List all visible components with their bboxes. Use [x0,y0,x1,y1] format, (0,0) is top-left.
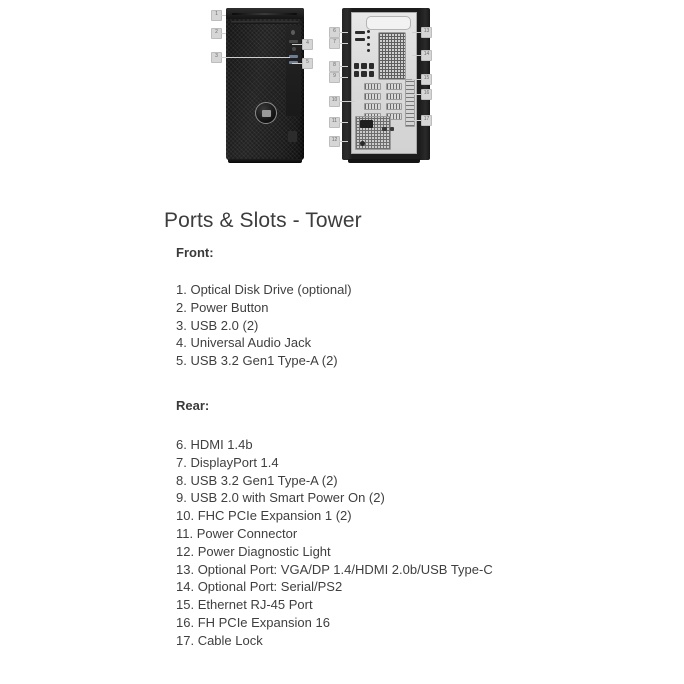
callout-leader-line-5 [292,63,302,64]
rear-fan-grille [378,32,406,80]
port-list-item [176,334,684,352]
port-list-item-number: 4. [176,335,191,351]
port-list-item-number: 2. [176,299,191,315]
callout-marker-17: 17 [421,115,432,126]
port-list-item-number: 14. [176,579,198,595]
callout-marker-2: 2 [211,28,222,39]
port-list-item-label: USB 3.2 Gen1 Type-A (2) [190,353,338,369]
optical-disk-drive-slot [231,21,299,24]
usb-2-port-icon [289,40,298,43]
power-connector-icon [360,120,373,128]
port-list-item [176,543,684,561]
callout-marker-16: 16 [421,89,432,100]
port-list-item-number: 7. [176,454,191,470]
port-list-item-number: 6. [176,436,191,452]
port-list-item [176,596,684,614]
port-list-item [176,507,684,525]
port-list-item-number: 16. [176,614,198,630]
front-badge [288,131,297,142]
usb-port-icon [361,71,366,77]
ethernet-port-icon [369,71,374,77]
port-list-item [176,352,684,370]
pcie-slot-cover [386,83,403,90]
port-list-item-label: USB 3.2 Gen1 Type-A (2) [190,472,338,488]
rear-connector-dot-icon [367,43,370,46]
port-list-item-label: HDMI 1.4b [190,436,253,452]
callout-leader-line-6 [339,32,348,33]
port-list-item-label: USB 2.0 (2) [190,317,259,333]
port-list-item-label: Optional Port: Serial/PS2 [197,579,343,595]
callout-leader-line-17 [412,120,421,121]
callout-leader-line-3 [221,57,290,58]
port-list-item-label: FH PCIe Expansion 16 [197,614,330,630]
callout-marker-9: 9 [329,72,340,83]
port-list-item-label: Optional Port: VGA/DP 1.4/HDMI 2.0b/USB Type-C [197,561,493,577]
port-list-item-number: 5. [176,353,191,369]
callout-leader-line-7 [339,43,348,44]
port-list-item-label: Universal Audio Jack [190,335,312,351]
page-title: Ports & Slots - Tower [164,209,362,232]
callout-marker-15: 15 [421,74,432,85]
usb-port-icon [361,63,366,69]
rear-screw-marks [382,127,394,131]
callout-marker-13: 13 [421,27,432,38]
port-list-item-number: 10. [176,508,198,524]
port-list-item-label: DisplayPort 1.4 [190,454,279,470]
callout-marker-3: 3 [211,52,222,63]
callout-leader-line-1 [221,15,226,16]
callout-marker-7: 7 [329,38,340,49]
callout-marker-1: 1 [211,10,222,21]
rear-handle [366,16,411,30]
port-list-item [176,472,684,490]
rear-connector-dot-icon [367,30,370,33]
pcie-slot-cover [364,103,381,110]
callout-leader-line-8 [339,66,348,67]
port-list-item [176,561,684,579]
tower-rear-view-image [342,8,430,160]
port-list-item-label: Ethernet RJ-45 Port [197,597,313,613]
port-list-item [176,281,684,299]
dell-logo [255,102,277,124]
callout-marker-11: 11 [329,117,340,128]
port-list-item-label: Power Diagnostic Light [197,543,331,559]
port-list-item [176,436,684,454]
port-list-item-number: 12. [176,543,198,559]
product-figure [0,0,684,185]
port-list-item-number: 15. [176,597,198,613]
usb-port-bank-upper [354,63,374,69]
callout-marker-10: 10 [329,96,340,107]
tower-front-top-cap [226,8,304,19]
port-list-item-number: 11. [176,525,197,541]
power-supply-unit-area [355,116,391,150]
pcie-slot-row [364,93,402,100]
port-list-item [176,632,684,650]
pcie-slot-cover [364,93,381,100]
port-list-item [176,614,684,632]
front-section-heading: Front: [176,245,214,260]
ports-and-slots-content [0,206,684,650]
usb-port-icon [354,71,359,77]
port-list-item-number: 8. [176,472,191,488]
callout-marker-14: 14 [421,50,432,61]
port-list-item-label: Cable Lock [197,632,263,648]
audio-jack-icon [292,47,296,51]
rear-screw-icon [382,127,387,131]
port-list-item [176,299,684,317]
pcie-slot-row [364,83,402,90]
callout-leader-line-9 [339,77,348,78]
power-button-icon [291,30,295,35]
pcie-slot-row [364,103,402,110]
callout-leader-line-13 [412,32,421,33]
pcie-slot-cover [386,93,403,100]
port-list-item-label: Power Connector [196,525,298,541]
port-list-item-number: 9. [176,490,191,506]
rear-screw-icon [390,127,395,131]
port-list-item [176,578,684,596]
port-list-item [176,317,684,335]
callout-marker-4: 4 [302,39,313,50]
callout-leader-line-10 [339,101,355,102]
usb-port-icon [369,63,374,69]
rear-section-heading: Rear: [176,397,210,413]
tower-front-top-vent [232,13,297,15]
callout-leader-line-12 [339,141,348,142]
usb-port-bank-lower [354,71,374,77]
callout-leader-line-11 [339,122,348,123]
pcie-slot-cover [364,83,381,90]
port-list-item [176,489,684,507]
front-io-strip [286,26,301,116]
callout-marker-12: 12 [329,136,340,147]
port-list-item [176,454,684,472]
tower-front-foot [228,159,302,163]
port-list-item [176,525,684,543]
port-list-item-number: 17. [176,632,198,648]
callout-leader-line-2 [221,33,226,34]
port-list-item-number: 3. [176,317,191,333]
tower-front-view-image [226,8,304,160]
port-list-item-label: Power Button [190,299,269,315]
callout-marker-5: 5 [302,58,313,69]
port-list-item-number: 13. [176,561,198,577]
rear-connector-dot-icon [367,49,370,52]
usb-port-icon [354,63,359,69]
callout-leader-line-4 [292,44,302,45]
usb-3-port-icon [289,55,298,58]
power-diagnostic-light-icon [360,141,365,146]
rear-ports-list [0,436,684,650]
hdmi-port-icon [355,31,365,34]
callout-marker-6: 6 [329,27,340,38]
callout-marker-8: 8 [329,61,340,72]
rear-io-panel [351,12,417,154]
callout-leader-line-14 [412,55,421,56]
pcie-slot-cover [386,103,403,110]
port-list-item-number: 1. [176,282,191,297]
port-list-item-label: USB 2.0 with Smart Power On (2) [190,490,385,506]
callout-leader-line-16 [412,94,421,95]
callout-leader-line-15 [412,79,421,80]
port-list-item-label: FHC PCIe Expansion 1 (2) [197,508,352,524]
front-ports-list [0,281,684,370]
displayport-port-icon [355,38,365,41]
port-list-item-label: Optical Disk Drive (optional) [190,282,352,297]
rear-connector-dot-icon [367,36,370,39]
tower-rear-foot [348,159,420,163]
